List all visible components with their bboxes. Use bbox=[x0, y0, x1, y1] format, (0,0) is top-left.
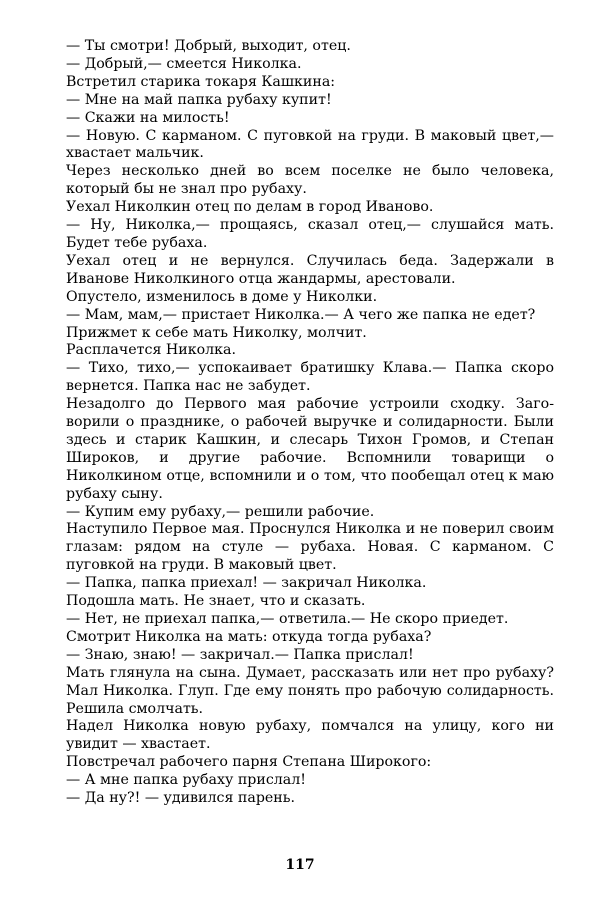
paragraph: Мать глянула на сына. Думает, рассказать или нет про рубаху? Мал Николка. Глуп. Где ему понять про рабочую солидарность. Решила смолчать. bbox=[66, 664, 554, 717]
paragraph: — Купим ему рубаху,— решили рабочие. bbox=[66, 503, 375, 520]
paragraph: — Папка, папка приехал! — закричал Николка. bbox=[66, 575, 427, 592]
paragraph: Наступило Первое мая. Проснулся Николка и не поверил своим глазам: рядом на стуле — рубаха. Новая. С карманом. С пуговкой на груди. В маковый цвет. bbox=[66, 521, 554, 574]
paragraph: Расплачется Николка. bbox=[66, 342, 236, 359]
paragraph: Встретил старика токаря Кашкина: bbox=[66, 73, 336, 90]
paragraph: Подошла мать. Не знает, что и сказать. bbox=[66, 593, 366, 610]
paragraph: Надел Николка новую рубаху, помчался на улицу, кого ни увидит — хвастает. bbox=[66, 718, 554, 753]
paragraph: — Мне на май папка рубаху купит! bbox=[66, 91, 332, 108]
paragraph: — Нет, не приехал папка,— ответила.— Не скоро приедет. bbox=[66, 611, 509, 627]
paragraph: — Ты смотри! Добрый, выходит, отец. bbox=[66, 38, 351, 54]
page-number: 117 bbox=[285, 857, 315, 873]
paragraph: — А мне папка рубаху прислал! bbox=[66, 772, 306, 789]
paragraph: Прижмет к себе мать Николку, молчит. bbox=[66, 324, 367, 341]
paragraph: — Ну, Николка,— прощаясь, сказал отец,— слушайся мать. Будет тебе рубаха. bbox=[66, 217, 554, 251]
paragraph: Незадолго до Первого мая рабочие устроили сходку. Заговорили о празднике, о рабочей выручке и солидарности. Были здесь и старик Кашкин, и слесарь Тихон Громов, и Степан Широков, и другие рабочие. Вспомнили товарищи о Николкином отце, вспомнили и о том, что пообещал отец к маю рубаху сыну. bbox=[66, 396, 554, 502]
paragraph: — Новую. С карманом. С пуговкой на груди. В маковый цвет,— хвастает мальчик. bbox=[66, 127, 554, 162]
paragraph: — Да ну?! — удивился парень. bbox=[66, 790, 296, 807]
paragraph: Опустело, изменилось в доме у Николки. bbox=[66, 288, 378, 305]
paragraph: Уехал отец и не вернулся. Случилась беда. Задержали в Иванове Николкиного отца жандармы, арестовали. bbox=[66, 252, 554, 287]
paragraph: — Скажи на милость! bbox=[66, 109, 230, 126]
paragraph: — Знаю, знаю! — закричал.— Папка прислал! bbox=[66, 646, 414, 663]
paragraph: — Тихо, тихо,— успокаивает братишку Клава.— Папка скоро вернется. Папка нас не забудет. bbox=[66, 360, 554, 395]
paragraph: Через несколько дней во всем поселке не было человека, который бы не знал про рубаху. bbox=[66, 163, 554, 198]
paragraph: Повстречал рабочего парня Степана Широкого: bbox=[66, 754, 432, 771]
paragraph: — Добрый,— смеется Николка. bbox=[66, 55, 302, 72]
paragraph: Уехал Николкин отец по делам в город Иваново. bbox=[66, 199, 434, 216]
paragraph: — Мам, мам,— пристает Николка.— А чего же папка не едет? bbox=[66, 306, 536, 323]
text-body bbox=[66, 38, 554, 808]
paragraph: Смотрит Николка на мать: откуда тогда рубаха? bbox=[66, 628, 432, 645]
